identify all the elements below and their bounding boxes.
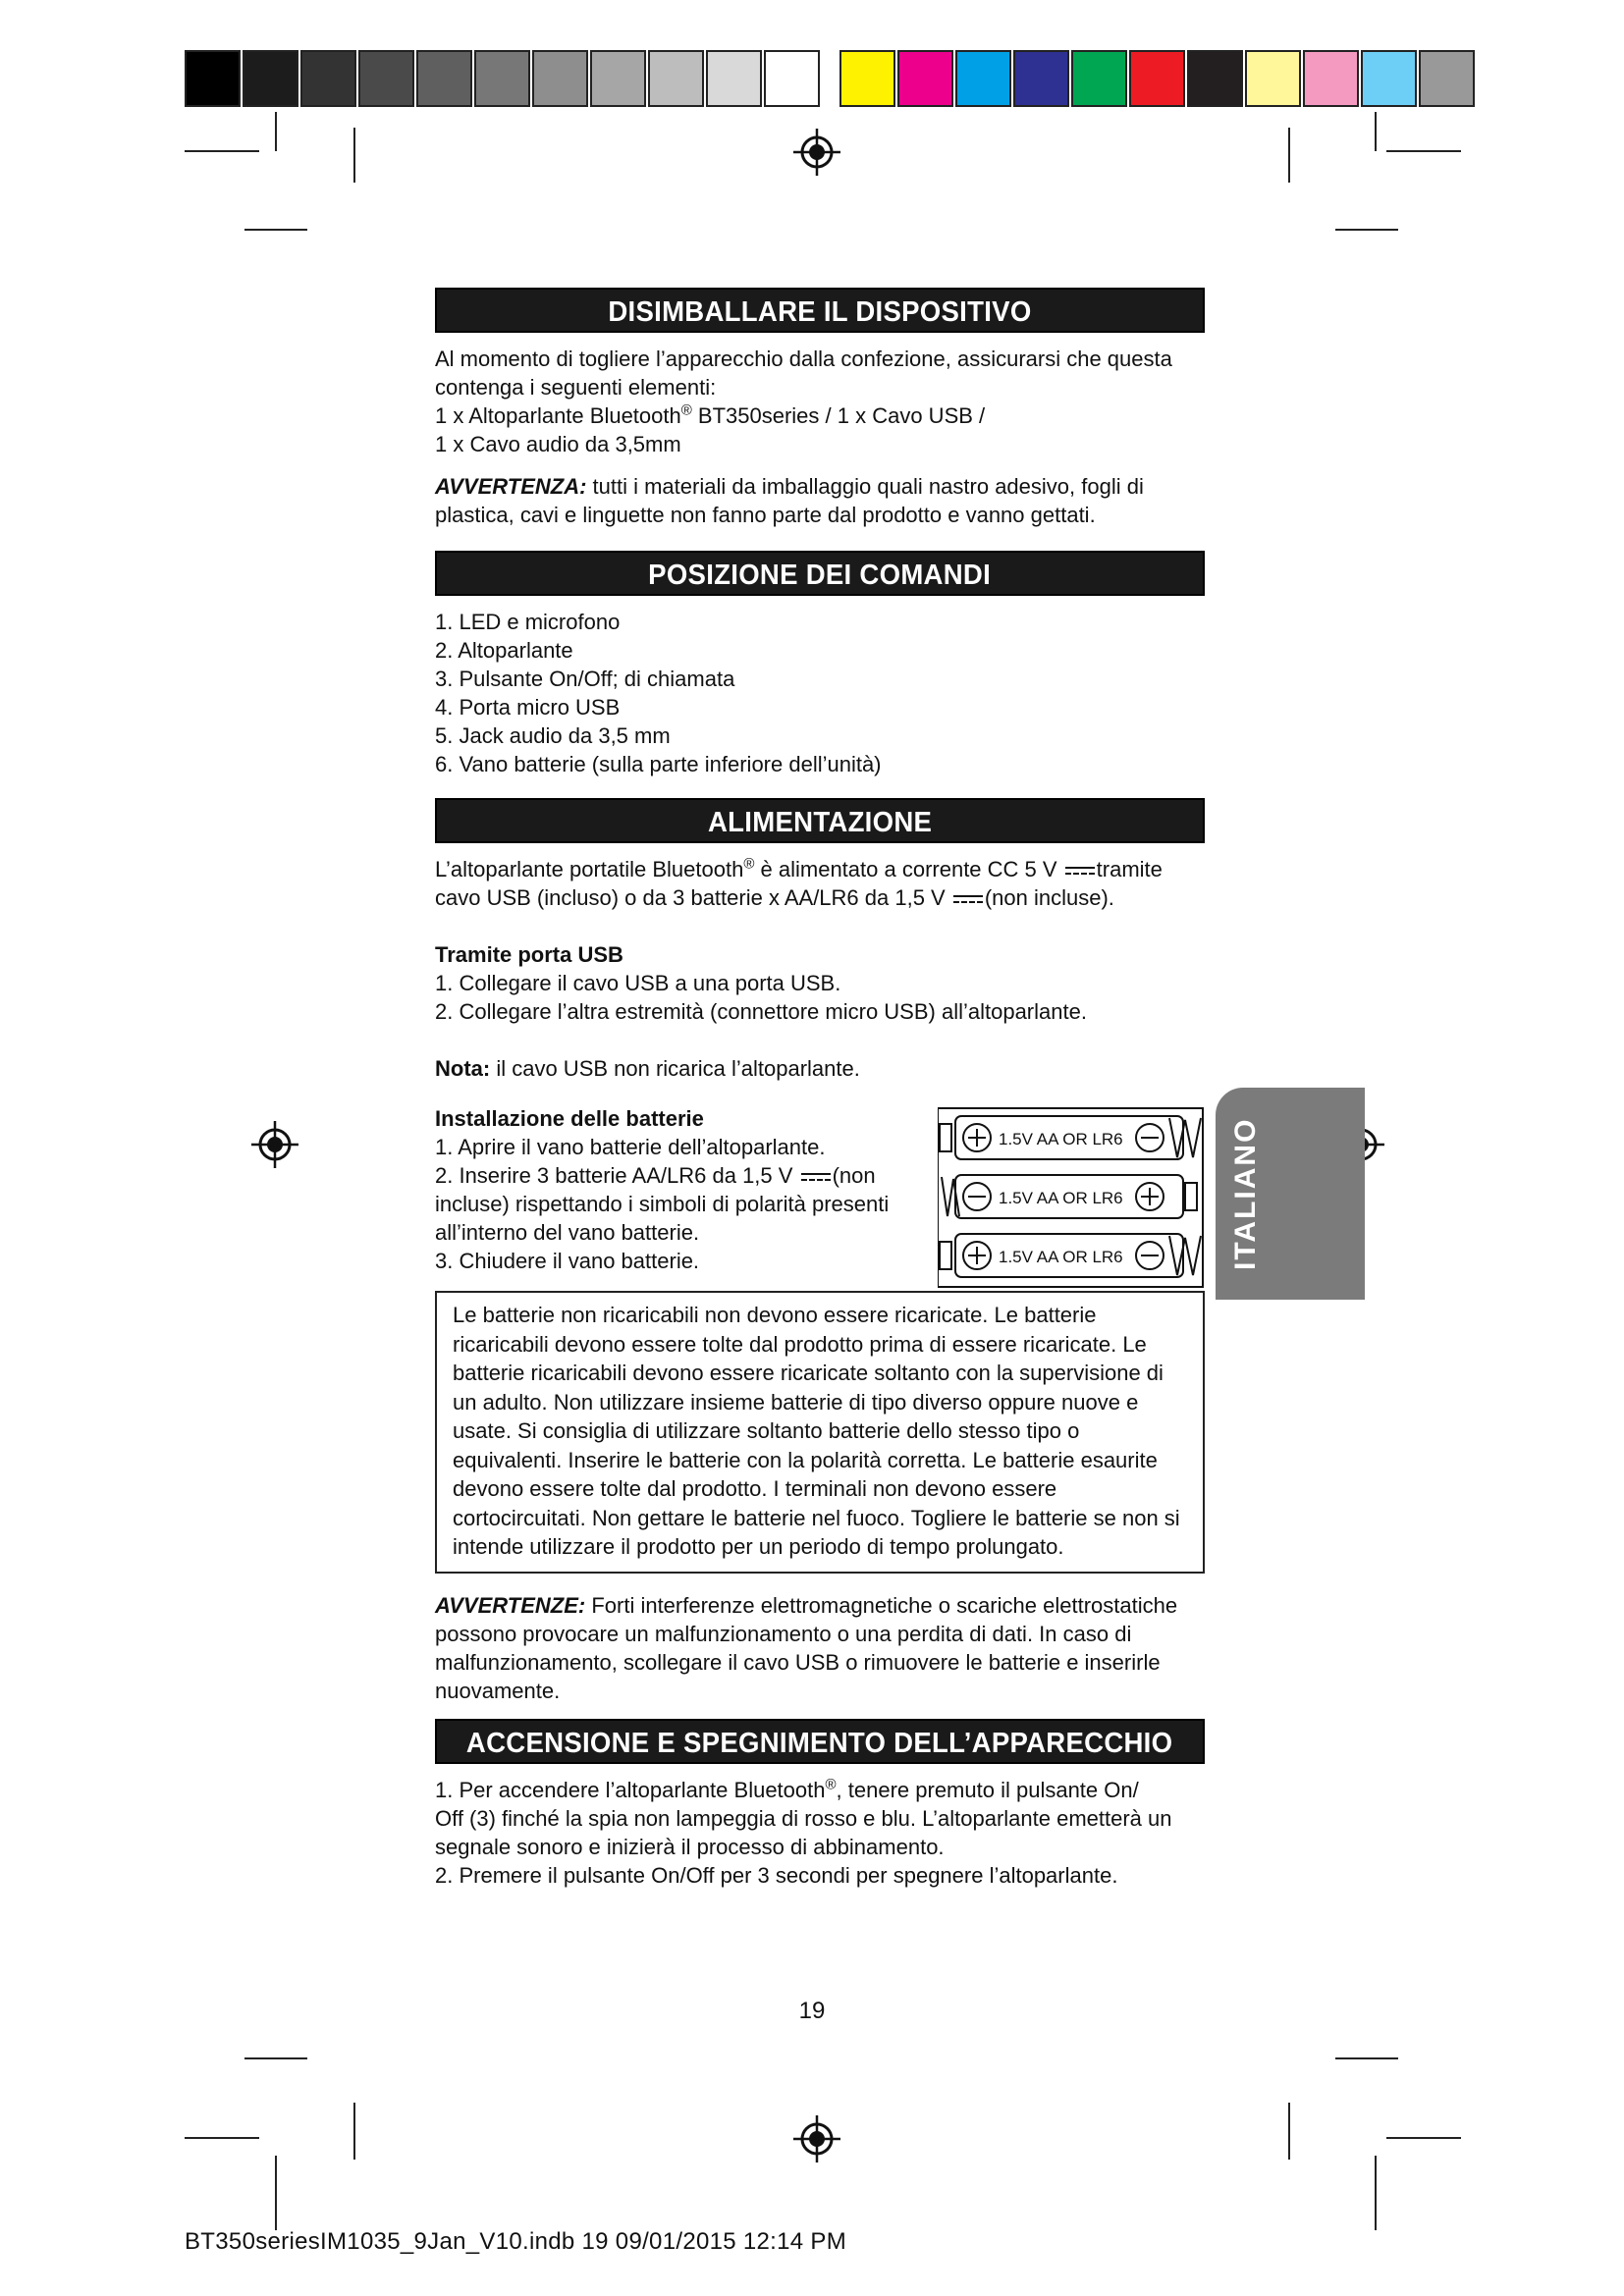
notice-text: Le batterie non ricaricabili non devono essere ricaricate. Le batterie ricaricabili devono essere tolte dal prodotto prima di essere ricaricate. Le batterie ricaricabili devono essere ricaricate soltanto con la supervisione di un adulto. Non utilizzare insieme batterie di tipo diverso oppure nuove e usate. Si consiglia di utilizzare soltanto batterie dello stesso tipo o equivalenti. Inserire le batterie con la polarità corretta. Le batterie esaurite devono essere tolte dal prodotto. I terminali non devono essere cortocircuitati. Non gettare le batterie nel fuoco. Togliere le batterie se non si intende utilizzare il prodotto per un periodo di tempo prolungato. <box>453 1303 1180 1559</box>
crop-mark <box>1335 2057 1398 2059</box>
crop-mark <box>353 128 355 183</box>
battery-step: 1. Aprire il vano batterie dell’altoparlante. <box>435 1135 826 1159</box>
usb-steps <box>435 969 1205 1026</box>
unpack-body <box>435 345 1205 529</box>
language-tab-label: ITALIANO <box>1229 1117 1262 1270</box>
unpack-item: 1 x Cavo audio da 3,5mm <box>435 432 681 456</box>
color-swatch <box>897 50 953 107</box>
gray-swatch <box>648 50 704 107</box>
manual-content <box>435 288 1205 1890</box>
gray-swatch <box>706 50 762 107</box>
gray-swatch <box>358 50 414 107</box>
usb-note: Nota: il cavo USB non ricarica l’altoparlante. <box>435 1056 860 1081</box>
color-swatch <box>1013 50 1069 107</box>
battery-installation <box>435 1104 1205 1277</box>
power-intro: L’altoparlante portatile Bluetooth® è alimentato a corrente CC 5 V tramite <box>435 855 1163 881</box>
color-swatch <box>1303 50 1359 107</box>
usb-subtitle: Tramite porta USB <box>435 942 623 967</box>
color-swatch <box>955 50 1011 107</box>
color-swatch <box>839 50 895 107</box>
onoff-step: segnale sonoro e inizierà il processo di abbinamento. <box>435 1834 945 1859</box>
section-header-controls: POSIZIONE DEI COMANDI <box>435 551 1205 596</box>
color-swatch <box>1071 50 1127 107</box>
gray-swatch <box>416 50 472 107</box>
color-swatch <box>1187 50 1243 107</box>
unpack-intro: Al momento di togliere l’apparecchio dalla confezione, assicurarsi che questa <box>435 347 1172 371</box>
crop-mark <box>1288 2103 1290 2160</box>
gray-swatch <box>300 50 356 107</box>
controls-list-item: 5. Jack audio da 3,5 mm <box>435 723 671 748</box>
crop-mark <box>1386 150 1461 152</box>
unpack-warning: plastica, cavi e linguette non fanno parte dal prodotto e vanno gettati. <box>435 503 1096 527</box>
onoff-body <box>435 1776 1205 1890</box>
gray-swatch <box>590 50 646 107</box>
crop-mark <box>185 2137 259 2139</box>
crop-mark <box>244 229 307 231</box>
battery-steps <box>435 1104 926 1275</box>
crop-mark <box>244 2057 307 2059</box>
controls-list <box>435 608 1205 778</box>
power-intro: cavo USB (incluso) o da 3 batterie x AA/LR6 da 1,5 V (non incluse). <box>435 885 1114 910</box>
gray-swatch <box>243 50 298 107</box>
crop-mark <box>1375 2156 1377 2230</box>
battery-label: 1.5V AA OR LR6 <box>999 1248 1123 1266</box>
registration-mark-icon <box>251 1121 298 1168</box>
usb-step: 2. Collegare l’altra estremità (connettore micro USB) all’altoparlante. <box>435 999 1087 1024</box>
color-swatch <box>1361 50 1417 107</box>
page-number: 19 <box>798 1998 826 2024</box>
unpack-intro: contenga i seguenti elementi: <box>435 375 717 400</box>
usb-step: 1. Collegare il cavo USB a una porta USB. <box>435 971 841 995</box>
unpack-item: 1 x Altoparlante Bluetooth® BT350series / 1 x Cavo USB / <box>435 401 986 428</box>
onoff-step: Off (3) finché la spia non lampeggia di rosso e blu. L’altoparlante emetterà un <box>435 1805 1172 1831</box>
section-header-onoff: ACCENSIONE E SPEGNIMENTO DELL’APPARECCHIO <box>435 1719 1205 1764</box>
controls-list-item: 4. Porta micro USB <box>435 695 621 720</box>
power-body <box>435 855 1205 1705</box>
crop-mark <box>1386 2137 1461 2139</box>
battery-step: incluse) rispettando i simboli di polarità presenti <box>435 1192 890 1216</box>
battery-safety-notice <box>435 1291 1205 1574</box>
crop-mark <box>1335 229 1398 231</box>
color-swatch <box>1419 50 1475 107</box>
crop-mark <box>1375 112 1377 151</box>
controls-list-item: 6. Vano batterie (sulla parte inferiore dell’unità) <box>435 752 882 776</box>
print-footer: BT350seriesIM1035_9Jan_V10.indb 19 09/01/2015 12:14 PM <box>185 2228 847 2255</box>
battery-step: 2. Inserire 3 batterie AA/LR6 da 1,5 V (non <box>435 1163 876 1188</box>
crop-mark <box>275 2156 277 2230</box>
dc-symbol-icon <box>1065 864 1095 878</box>
gray-swatch <box>474 50 530 107</box>
gray-swatch <box>764 50 820 107</box>
onoff-step: 1. Per accendere l’altoparlante Bluetooth®, tenere premuto il pulsante On/ <box>435 1776 1139 1802</box>
battery-step: all’interno del vano batterie. <box>435 1220 700 1245</box>
gray-swatch <box>532 50 588 107</box>
onoff-step: 2. Premere il pulsante On/Off per 3 secondi per spegnere l’altoparlante. <box>435 1862 1118 1888</box>
registration-mark-icon <box>793 2115 840 2163</box>
crop-mark <box>1288 128 1290 183</box>
power-warning: AVVERTENZE: Forti interferenze elettromagnetiche o scariche elettrostatiche possono provocare un malfunzionamento o una perdita di dati. In caso di malfunzionamento, scollegare il cavo USB o rimuovere le batterie e inserirle nuovamente. <box>435 1592 1178 1703</box>
dc-symbol-icon <box>953 892 983 906</box>
crop-mark <box>185 150 259 152</box>
color-swatch <box>1245 50 1301 107</box>
crop-mark <box>353 2103 355 2160</box>
section-header-unpack: DISIMBALLARE IL DISPOSITIVO <box>435 288 1205 333</box>
controls-list-item: 1. LED e microfono <box>435 610 621 634</box>
battery-subtitle: Installazione delle batterie <box>435 1106 704 1131</box>
color-calibration-bar <box>185 50 1477 111</box>
gray-swatch <box>185 50 241 107</box>
crop-mark <box>275 112 277 151</box>
swatch-gap <box>822 50 839 111</box>
battery-compartment-diagram <box>938 1106 1205 1289</box>
battery-step: 3. Chiudere il vano batterie. <box>435 1249 700 1273</box>
section-header-power: ALIMENTAZIONE <box>435 798 1205 843</box>
unpack-warning: AVVERTENZA: tutti i materiali da imballaggio quali nastro adesivo, fogli di <box>435 474 1144 499</box>
controls-list-item: 2. Altoparlante <box>435 638 573 663</box>
registration-mark-icon <box>793 129 840 176</box>
battery-label: 1.5V AA OR LR6 <box>999 1189 1123 1207</box>
dc-symbol-icon <box>801 1170 831 1184</box>
controls-list-item: 3. Pulsante On/Off; di chiamata <box>435 667 735 691</box>
color-swatch <box>1129 50 1185 107</box>
battery-label: 1.5V AA OR LR6 <box>999 1130 1123 1148</box>
